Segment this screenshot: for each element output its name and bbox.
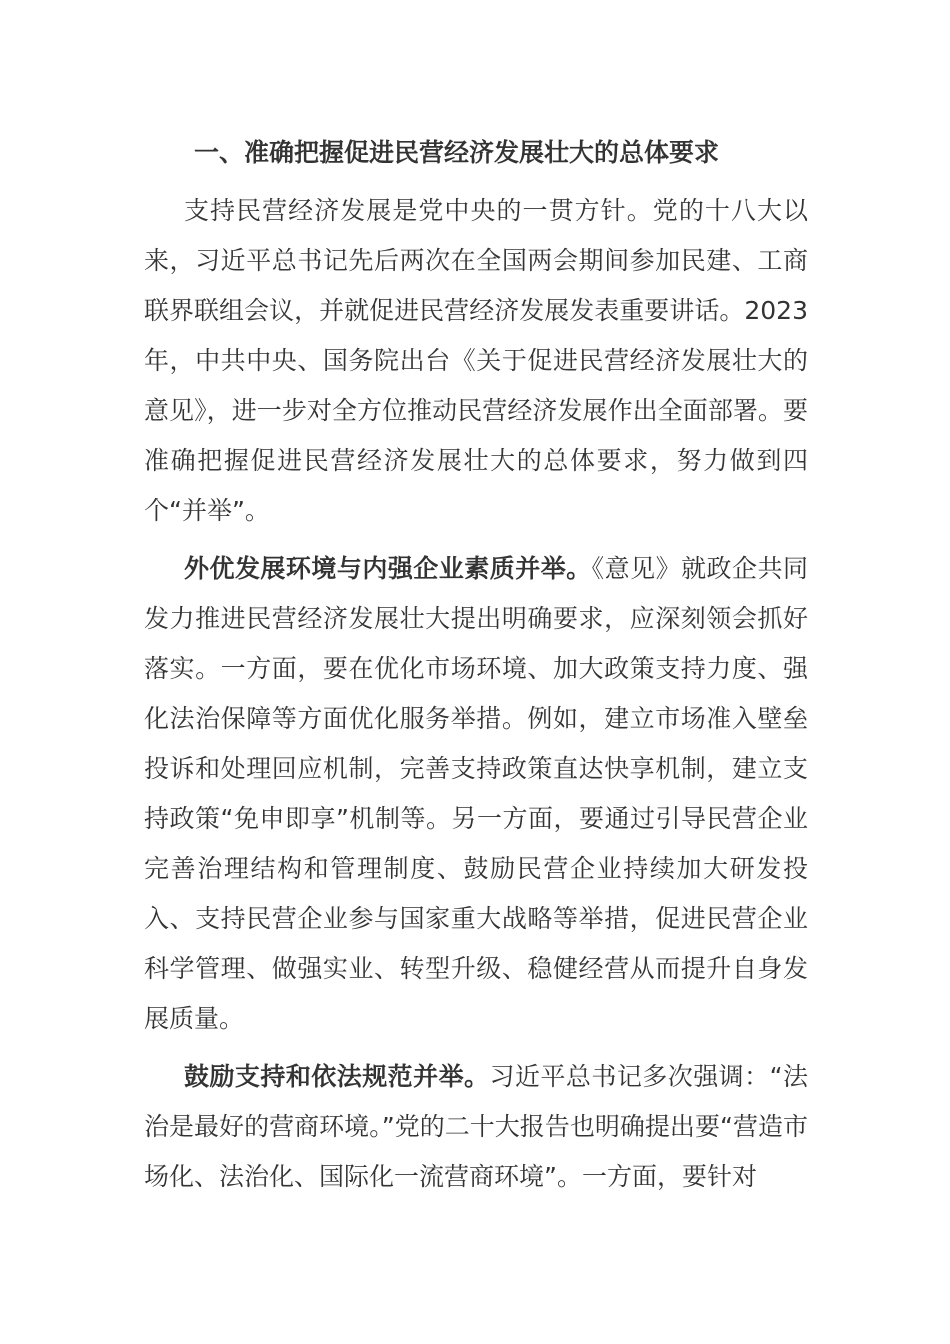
paragraph-environment-body: 《意见》就政企共同发力推进民营经济发展壮大提出明确要求，应深刻领会抓好落实。一方面，要在优化市场环境、加大政策支持力度、强化法治保障等方面优化服务举措。例如，建立市场准入壁垒投诉和处理回应机制，完善支持政策直达快享机制，建立支持政策“免申即享”机制等。另一方面，要通过引导民营企业完善治理结构和管理制度、鼓励民营企业持续加大研发投入、支持民营企业参与国家重大战略等举措，促进民营企业科学管理、做强实业、转型升级、稳健经营从而提升自身发展质量。 — [144, 554, 808, 1033]
paragraph-encourage — [144, 1052, 808, 1202]
document-page — [144, 128, 808, 1210]
paragraph-environment-lead: 外优发展环境与内强企业素质并举。 — [184, 554, 592, 583]
section-heading: 一、准确把握促进民营经济发展壮大的总体要求 — [194, 138, 720, 167]
paragraph-encourage-body: 习近平总书记多次强调：“法治是最好的营商环境。”党的二十大报告也明确提出要“营造市场化、法治化、国际化一流营商环境”。一方面，要针对 — [144, 1062, 808, 1191]
paragraph-encourage-lead: 鼓励支持和依法规范并举。 — [184, 1062, 490, 1091]
paragraph-intro: 支持民营经济发展是党中央的一贯方针。党的十八大以来，习近平总书记先后两次在全国两会期间参加民建、工商联界联组会议，并就促进民营经济发展发表重要讲话。2023年，中共中央、国务院出台《关于促进民营经济发展壮大的意见》，进一步对全方位推动民营经济发展作出全面部署。要准确把握促进民营经济发展壮大的总体要求，努力做到四个“并举”。 — [144, 196, 808, 525]
paragraph-environment — [144, 544, 808, 1044]
